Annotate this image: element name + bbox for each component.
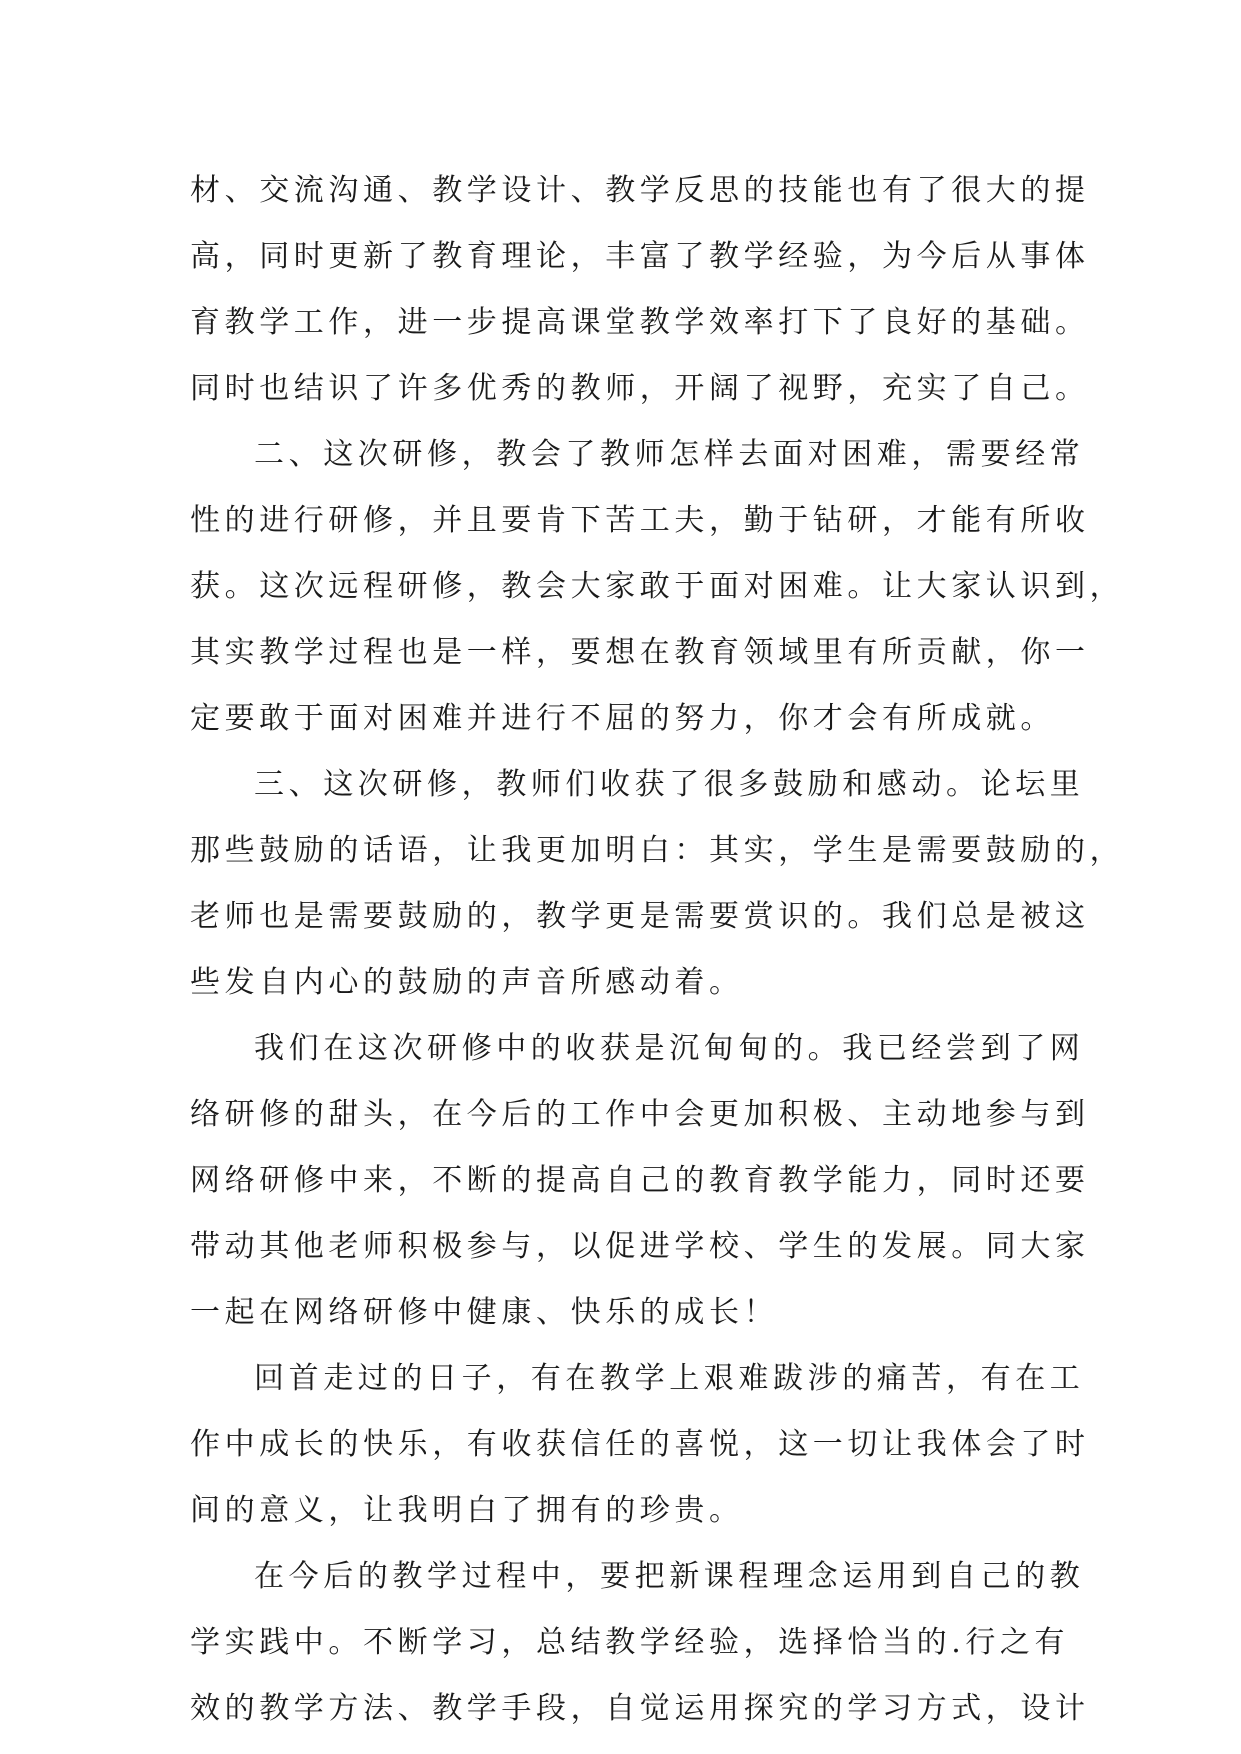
text-line: 同时也结识了许多优秀的教师，开阔了视野，充实了自己。 bbox=[190, 371, 1090, 406]
text-line: 高，同时更新了教育理论，丰富了教学经验，为今后从事体 bbox=[190, 239, 1090, 274]
text-line: 其实教学过程也是一样，要想在教育领域里有所贡献，你一 bbox=[190, 635, 1090, 670]
text-line: 老师也是需要鼓励的，教学更是需要赏识的。我们总是被这 bbox=[190, 899, 1090, 934]
paragraph-start-line: 二、这次研修，教会了教师怎样去面对困难，需要经常 bbox=[254, 437, 1085, 472]
text-line: 作中成长的快乐，有收获信任的喜悦，这一切让我体会了时 bbox=[190, 1427, 1090, 1462]
text-line: 效的教学方法、教学手段，自觉运用探究的学习方式，设计 bbox=[190, 1691, 1090, 1726]
text-line: 那些鼓励的话语，让我更加明白：其实，学生是需要鼓励的， bbox=[190, 833, 1125, 868]
text-line: 间的意义，让我明白了拥有的珍贵。 bbox=[190, 1493, 744, 1528]
paragraph-start-line: 三、这次研修，教师们收获了很多鼓励和感动。论坛里 bbox=[254, 767, 1085, 802]
paragraph-start-line: 回首走过的日子，有在教学上艰难跋涉的痛苦，有在工 bbox=[254, 1361, 1085, 1396]
text-line: 些发自内心的鼓励的声音所感动着。 bbox=[190, 965, 744, 1000]
paragraph-start-line: 我们在这次研修中的收获是沉甸甸的。我已经尝到了网 bbox=[254, 1031, 1085, 1066]
text-line: 带动其他老师积极参与，以促进学校、学生的发展。同大家 bbox=[190, 1229, 1090, 1264]
text-line: 获。这次远程研修，教会大家敢于面对困难。让大家认识到， bbox=[190, 569, 1125, 604]
document-body bbox=[190, 158, 1125, 1742]
text-line: 定要敢于面对困难并进行不屈的努力，你才会有所成就。 bbox=[190, 701, 1055, 736]
text-line: 性的进行研修，并且要肯下苦工夫，勤于钻研，才能有所收 bbox=[190, 503, 1090, 538]
text-line: 络研修的甜头，在今后的工作中会更加积极、主动地参与到 bbox=[190, 1097, 1090, 1132]
text-line: 网络研修中来，不断的提高自己的教育教学能力，同时还要 bbox=[190, 1163, 1090, 1198]
text-line: 一起在网络研修中健康、快乐的成长！ bbox=[190, 1295, 779, 1330]
text-line: 学实践中。不断学习，总结教学经验，选择恰当的.行之有 bbox=[190, 1625, 1070, 1660]
text-line: 育教学工作，进一步提高课堂教学效率打下了良好的基础。 bbox=[190, 305, 1090, 340]
text-line: 材、交流沟通、教学设计、教学反思的技能也有了很大的提 bbox=[190, 173, 1090, 208]
paragraph-start-line: 在今后的教学过程中，要把新课程理念运用到自己的教 bbox=[254, 1559, 1085, 1594]
